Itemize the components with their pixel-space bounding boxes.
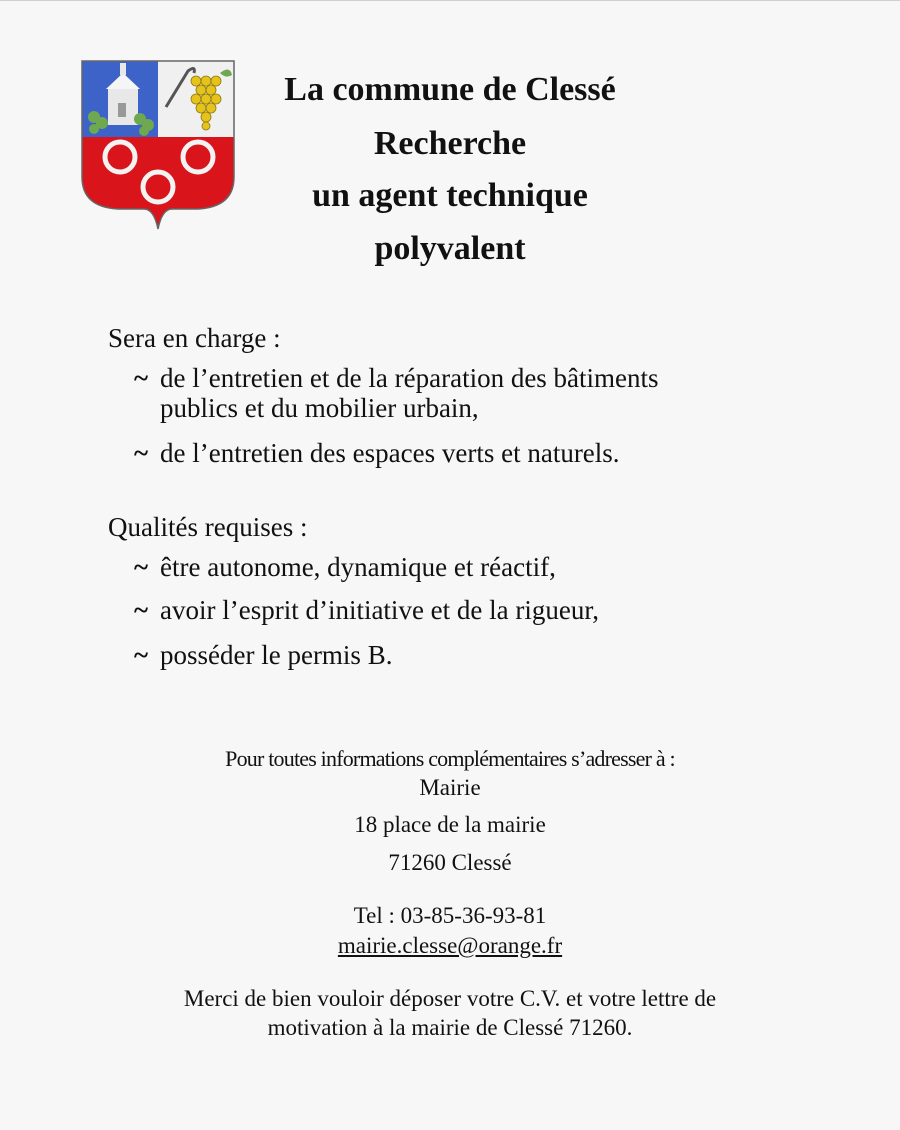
title-agent: un agent technique bbox=[312, 177, 588, 214]
bullet-symbol: ~ bbox=[134, 640, 149, 670]
coat-of-arms-icon bbox=[80, 59, 236, 231]
contact-street: 18 place de la mairie bbox=[354, 812, 546, 837]
closing-line-2: motivation à la mairie de Clessé 71260. bbox=[267, 1015, 633, 1040]
contact-city: 71260 Clessé bbox=[388, 850, 512, 875]
qualite-item-text: être autonome, dynamique et réactif, bbox=[160, 552, 556, 582]
bullet-symbol: ~ bbox=[134, 363, 149, 393]
charge-item-text: de l’entretien des espaces verts et naturels. bbox=[160, 438, 620, 468]
bullet-symbol: ~ bbox=[134, 438, 149, 468]
title-commune: La commune de Clessé bbox=[284, 71, 616, 108]
qualite-item bbox=[134, 595, 599, 626]
charge-item-text: de l’entretien et de la réparation des bâtiments bbox=[160, 363, 659, 393]
charge-heading: Sera en charge : bbox=[108, 323, 281, 353]
contact-intro: Pour toutes informations complémentaires s’adresser à : bbox=[225, 746, 675, 771]
bullet-symbol: ~ bbox=[134, 552, 149, 582]
charge-item bbox=[134, 363, 659, 423]
contact-phone: Tel : 03-85-36-93-81 bbox=[353, 903, 547, 928]
qualite-item bbox=[134, 640, 392, 671]
closing-line-1: Merci de bien vouloir déposer votre C.V. et votre lettre de bbox=[183, 986, 717, 1011]
qualites-heading: Qualités requises : bbox=[108, 512, 308, 542]
charge-item bbox=[134, 438, 620, 469]
contact-name: Mairie bbox=[419, 775, 481, 800]
qualite-item-text: avoir l’esprit d’initiative et de la rigueur, bbox=[160, 595, 600, 625]
bullet-symbol: ~ bbox=[134, 595, 149, 625]
charge-item-continuation: publics et du mobilier urbain, bbox=[160, 393, 479, 423]
title-polyvalent: polyvalent bbox=[374, 230, 526, 267]
title-recherche: Recherche bbox=[373, 125, 527, 162]
contact-email-link[interactable]: mairie.clesse@orange.fr bbox=[337, 933, 563, 958]
qualite-item bbox=[134, 552, 556, 583]
qualite-item-text: posséder le permis B. bbox=[160, 640, 393, 670]
